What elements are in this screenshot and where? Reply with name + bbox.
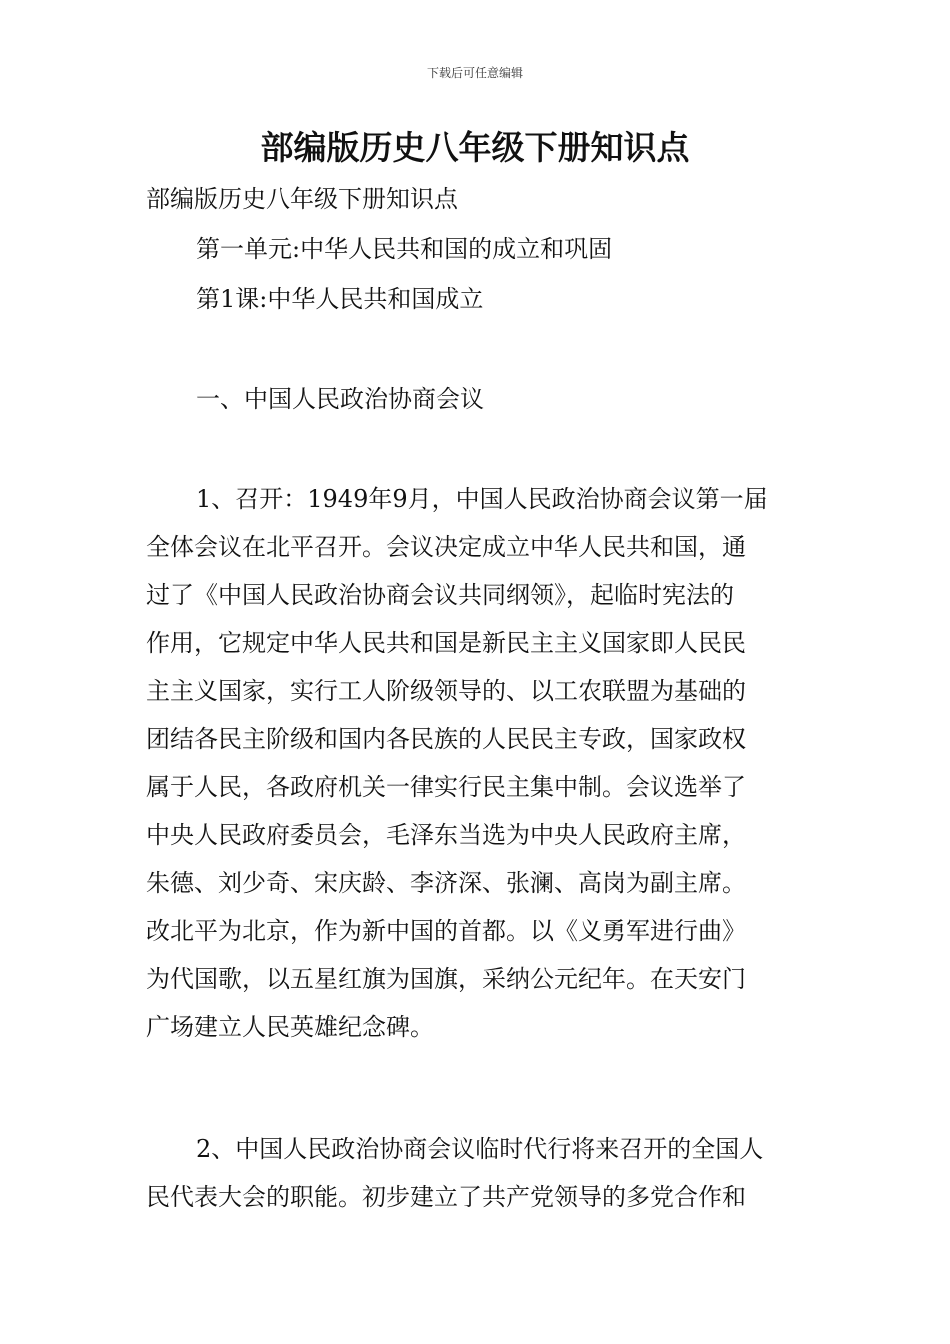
paragraph-line: 改北平为北京，作为新中国的首都。以《义勇军进行曲》 (146, 917, 746, 945)
paragraph-line: 民代表大会的职能。初步建立了共产党领导的多党合作和 (146, 1183, 746, 1211)
paragraph-line: 1、召开：1949年9月，中国人民政治协商会议第一届 (196, 485, 768, 513)
paragraph-line: 2、中国人民政治协商会议临时代行将来召开的全国人 (196, 1135, 764, 1163)
paragraph-line: 主主义国家，实行工人阶级领导的、以工农联盟为基础的 (146, 677, 746, 705)
document-subtitle: 部编版历史八年级下册知识点 (146, 185, 458, 213)
paragraph-line: 全体会议在北平召开。会议决定成立中华人民共和国，通 (146, 533, 746, 561)
paragraph-line: 属于人民，各政府机关一律实行民主集中制。会议选举了 (146, 773, 746, 801)
document-title: 部编版历史八年级下册知识点 (260, 128, 690, 167)
unit-heading: 第一单元:中华人民共和国的成立和巩固 (196, 235, 613, 263)
paragraph-line: 作用，它规定中华人民共和国是新民主主义国家即人民民 (146, 629, 746, 657)
paragraph-line: 中央人民政府委员会，毛泽东当选为中央人民政府主席， (146, 821, 746, 849)
paragraph-line: 过了《中国人民政治协商会议共同纲领》，起临时宪法的 (146, 581, 734, 609)
section-heading: 一、中国人民政治协商会议 (196, 385, 484, 413)
paragraph-line: 为代国歌，以五星红旗为国旗，采纳公元纪年。在天安门 (146, 965, 746, 993)
paragraph-2 (146, 1125, 816, 1221)
lesson-heading: 第1课:中华人民共和国成立 (196, 285, 484, 313)
paragraph-line: 广场建立人民英雄纪念碑。 (146, 1013, 434, 1041)
paragraph-line: 朱德、刘少奇、宋庆龄、李济深、张澜、高岗为副主席。 (146, 869, 746, 897)
header-note: 下载后可任意编辑 (426, 66, 523, 80)
paragraph-1 (146, 475, 816, 1051)
paragraph-line: 团结各民主阶级和国内各民族的人民民主专政，国家政权 (146, 725, 746, 753)
